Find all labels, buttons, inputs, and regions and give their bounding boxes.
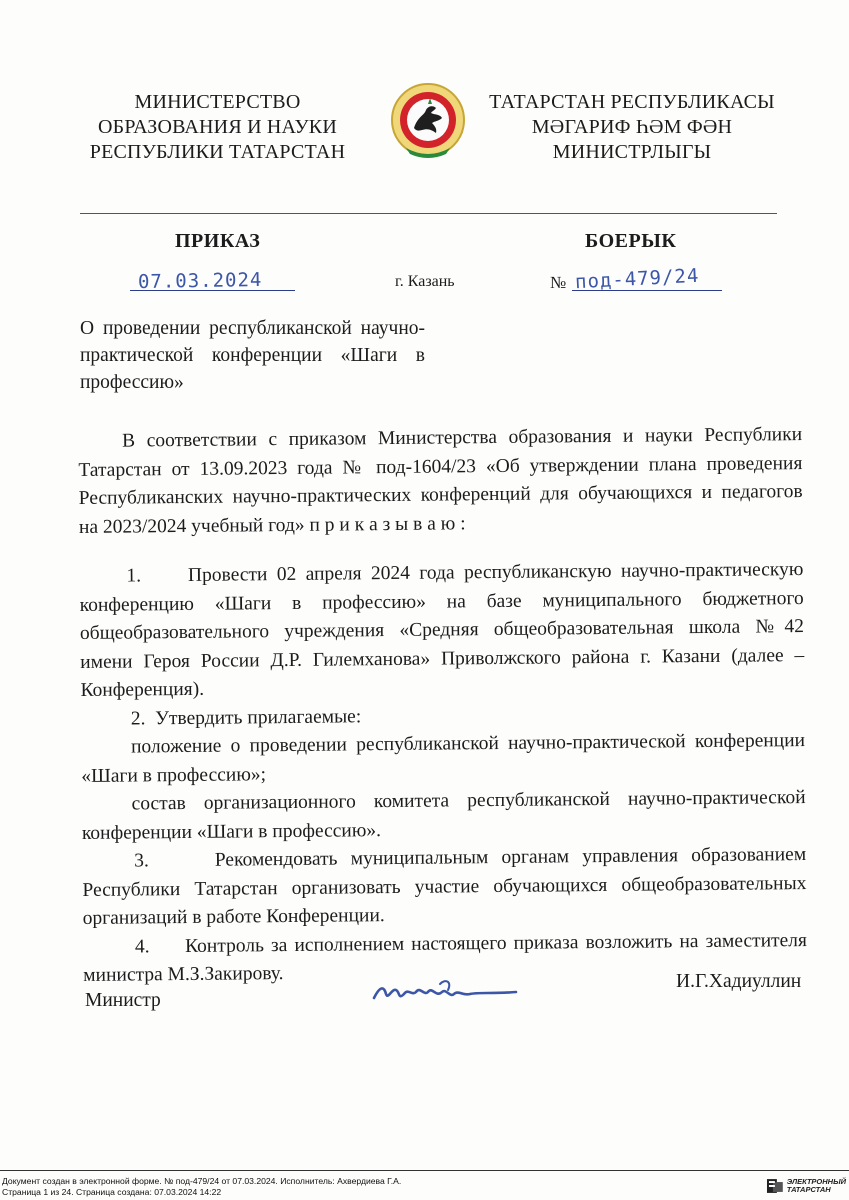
header-divider [80, 213, 777, 214]
order-number-prefix: № [550, 273, 567, 292]
item-2: 2. Утвердить прилагаемые: положение о проведении республиканской научно-практической конференции «Шаги в профессию»; состав организационного комитета республиканской научно-практической конференции «Шаги в профессию». [81, 705, 806, 844]
item-3: 3. Рекомендовать муниципальным органам управления образованием Республики Татарстан организовать участие обучающихся общеобразовательных организаций в работе Конференции. [82, 844, 807, 929]
ministry-name-tt: ТАТАРСТАН РЕСПУБЛИКАСЫ МӘГАРИФ ҺӘМ ФӘН МИНИСТРЛЫГЫ [489, 91, 775, 163]
footer-divider [0, 1170, 849, 1171]
order-body [78, 421, 807, 990]
order-number: под-479/24 [574, 264, 700, 294]
date-underline [130, 290, 295, 291]
signatory-position: Министр [85, 990, 161, 1011]
order-subject: О проведении республиканской научно- практической конференции «Шаги в профессию» [80, 318, 425, 393]
order-title-tt: БОЕРЫК [585, 230, 677, 252]
order-date: 07.03.2024 [137, 268, 263, 294]
electronic-tatarstan-logo: ЭЛЕКТРОННЫЙ ТАТАРСТАН [766, 1175, 846, 1197]
signatory-name: И.Г.Хадиуллин [676, 971, 802, 992]
electronic-tatarstan-icon [766, 1177, 784, 1195]
preamble: В соответствии с приказом Министерства образования и науки Республики Татарстан от 13.09.2023 года № под-1604/23 «Об утверждении плана проведения Республиканских научно-практических конференций для обучающихся и педагогов на 2023/2024 учебный год» п р и к а з ы в а ю : [78, 424, 803, 538]
footer-line-2: Страница 1 из 24. Страница создана: 07.03.2024 14:22 [2, 1187, 222, 1197]
number-underline [572, 290, 722, 291]
item-4: 4. Контроль за исполнением настоящего приказа возложить на заместителя министра М.З.Закирову. [83, 929, 808, 986]
tatarstan-coat-of-arms-icon [388, 80, 468, 162]
order-title-ru: ПРИКАЗ [175, 230, 261, 252]
footer-info [2, 1176, 401, 1198]
signature-icon [370, 972, 530, 1012]
footer-line-1: Документ создан в электронной форме. № под-479/24 от 07.03.2024. Исполнитель: Ахвердиева Г.А. [2, 1176, 402, 1186]
order-city: г. Казань [395, 273, 455, 290]
ministry-name-ru: МИНИСТЕРСТВО ОБРАЗОВАНИЯ И НАУКИ РЕСПУБЛИКИ ТАТАРСТАН [89, 91, 346, 163]
item-1: 1. Провести 02 апреля 2024 года республиканскую научно-практическую конференцию «Шаги в профессию» на базе муниципального бюджетного общеобразовательного учреждения «Средняя общеобразовательная школа №42 имени Героя России Д.Р. Гилемханова» Приволжского района г. Казани (далее – Конференция). [79, 559, 805, 701]
